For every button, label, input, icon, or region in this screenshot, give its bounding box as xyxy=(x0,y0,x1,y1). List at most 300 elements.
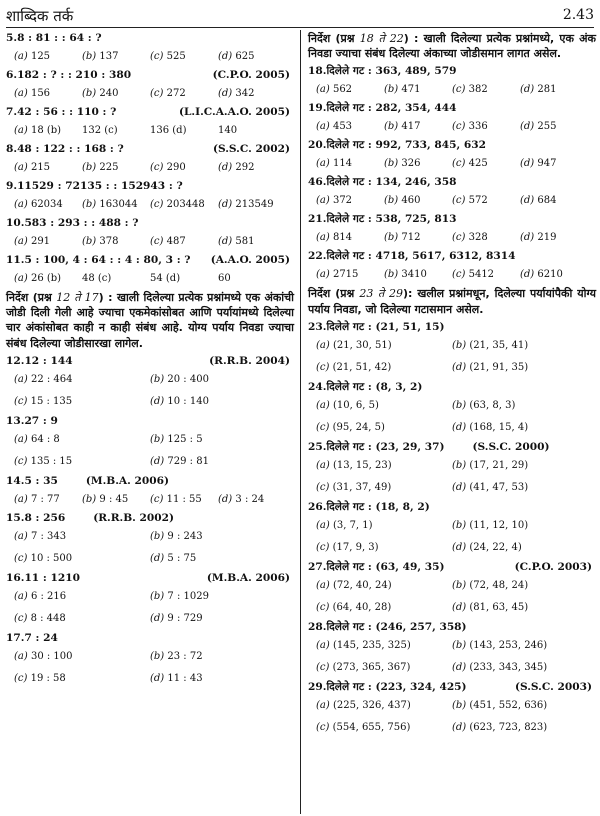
question-20 xyxy=(308,138,596,154)
option-b xyxy=(82,493,128,507)
option-b xyxy=(452,579,528,593)
option-value: (17, 21, 29) xyxy=(469,459,529,471)
option-label: (d) xyxy=(520,269,535,281)
question-11 xyxy=(6,253,294,269)
option-label: (a) xyxy=(14,650,28,662)
question-16 xyxy=(6,571,294,587)
option-value: (81, 63, 45) xyxy=(469,601,529,613)
option-a xyxy=(316,157,352,171)
question-number: 29. xyxy=(308,680,327,693)
option-value: 336 xyxy=(468,121,488,133)
option-label: (d) xyxy=(218,236,233,247)
option-b xyxy=(150,373,209,387)
directions-text: ): खलील प्रश्नांमधून, दिलेल्या पर्यायांपैकी योग्य पर्याय निवडा, जो दिलेल्या गटासमान असेल. xyxy=(308,287,597,316)
options xyxy=(6,158,294,179)
option-b xyxy=(82,235,119,249)
options xyxy=(308,265,596,286)
option-value: 10 : 140 xyxy=(167,395,209,407)
option-a xyxy=(316,83,352,97)
option-c xyxy=(14,455,72,469)
option-c xyxy=(316,721,410,735)
option-c xyxy=(150,198,205,212)
option-label: (c) xyxy=(150,88,164,99)
options xyxy=(308,154,596,175)
right-column xyxy=(308,31,596,740)
option-c xyxy=(150,87,186,101)
question-text: 8 : 81 : : 64 : ? xyxy=(17,32,102,44)
question-text: दिलेले गट : (223, 324, 425) xyxy=(326,680,467,693)
option-c xyxy=(316,661,410,675)
option-d xyxy=(452,361,528,375)
option-c xyxy=(14,395,72,409)
question-source: (L.I.C.A.A.O. 2005) xyxy=(178,106,290,118)
question-number: 28. xyxy=(308,620,327,633)
options xyxy=(308,396,596,440)
question-5 xyxy=(6,31,294,47)
option-a xyxy=(14,373,73,387)
option-label: (d) xyxy=(520,232,535,244)
question-text: दिलेले गट : 992, 733, 845, 632 xyxy=(326,139,487,152)
option-label: (b) xyxy=(452,579,467,591)
option-d xyxy=(150,552,196,566)
option-label: (c) xyxy=(452,269,466,281)
option-d xyxy=(218,235,255,249)
option-label: (c) xyxy=(14,552,28,564)
question-28 xyxy=(308,620,596,636)
option-label: (a) xyxy=(14,236,28,247)
option-label: (b) xyxy=(82,236,97,247)
option-value: 203448 xyxy=(166,199,205,210)
option-d xyxy=(218,493,264,507)
option-label: (a) xyxy=(14,433,28,445)
option-c xyxy=(150,50,186,64)
question-13 xyxy=(6,414,294,430)
option-label: (a) xyxy=(316,158,330,170)
options xyxy=(308,228,596,249)
option-c xyxy=(452,194,488,208)
option-label: (d) xyxy=(520,158,535,170)
options xyxy=(308,80,596,101)
question-number: 12. xyxy=(6,354,25,367)
option-value: 460 xyxy=(401,195,421,207)
option-a xyxy=(316,639,411,653)
option-label: (b) xyxy=(82,51,97,62)
option-label: (a) xyxy=(316,639,330,651)
option-c xyxy=(452,83,488,97)
options xyxy=(6,121,294,142)
option-value: 15 : 135 xyxy=(30,395,73,407)
option-label: (c) xyxy=(316,421,330,433)
question-text: 5 : 35 xyxy=(24,474,58,487)
option-label: (a) xyxy=(316,459,330,471)
option-value: 625 xyxy=(235,51,255,62)
option-b xyxy=(150,590,209,604)
option-c xyxy=(14,612,66,626)
question-text: दिलेले गट : (63, 49, 35) xyxy=(326,560,445,573)
option-label: (c) xyxy=(316,541,330,553)
question-number: 24. xyxy=(308,380,327,393)
question-source: (C.P.O. 2005) xyxy=(212,69,290,81)
question-number: 6. xyxy=(6,69,18,81)
option-c xyxy=(14,672,66,686)
option-label: (d) xyxy=(218,162,233,173)
option-label: (a) xyxy=(316,121,330,133)
options xyxy=(308,516,596,560)
question-number: 17. xyxy=(6,631,25,644)
options xyxy=(6,195,294,216)
option-value: (72, 48, 24) xyxy=(469,579,529,591)
option-value: 272 xyxy=(166,88,186,99)
question-source: (R.R.B. 2004) xyxy=(209,354,290,367)
option-value: 48 (c) xyxy=(82,273,112,284)
option-label: (d) xyxy=(520,195,535,207)
option-c xyxy=(452,231,488,245)
option-a xyxy=(316,519,373,533)
option-value: 60 xyxy=(218,273,231,284)
question-number: 11. xyxy=(6,254,25,266)
question-27 xyxy=(308,560,596,576)
option-c xyxy=(150,235,186,249)
option-label: (c) xyxy=(316,661,330,673)
question-source: (R.R.B. 2002) xyxy=(93,511,175,524)
option-value: 291 xyxy=(30,236,51,247)
option-a xyxy=(316,231,352,245)
option-label: (a) xyxy=(316,699,330,711)
option-value: 3 : 24 xyxy=(235,493,265,505)
option-value: 125 xyxy=(30,51,51,62)
option-value: (233, 343, 345) xyxy=(469,661,548,673)
option-label: (d) xyxy=(218,51,233,62)
option-value: (21, 51, 42) xyxy=(332,361,392,373)
question-number: 7. xyxy=(6,106,18,118)
option-value: 581 xyxy=(235,236,255,247)
option-label: (d) xyxy=(150,395,165,407)
option-value: (143, 253, 246) xyxy=(469,639,548,651)
option-d xyxy=(150,455,209,469)
options xyxy=(308,336,596,380)
option-value: (21, 35, 41) xyxy=(469,339,529,351)
option-value: 3410 xyxy=(401,269,427,281)
question-15 xyxy=(6,511,294,527)
option-label: (d) xyxy=(520,84,535,96)
question-number: 8. xyxy=(6,143,18,155)
option-label: (d) xyxy=(452,601,467,613)
option-value: 453 xyxy=(332,121,353,133)
option-value: 281 xyxy=(537,84,557,96)
question-text: दिलेले गट : (18, 8, 2) xyxy=(326,500,430,513)
option-value: (21, 91, 35) xyxy=(469,361,529,373)
option-value: 342 xyxy=(235,88,255,99)
question-14 xyxy=(6,474,294,490)
option-value: (13, 15, 23) xyxy=(332,459,392,471)
option-label: (c) xyxy=(150,51,164,62)
question-text: 583 : 293 : : 488 : ? xyxy=(24,217,139,229)
option-value: 9 : 729 xyxy=(167,612,203,624)
option-a xyxy=(316,399,379,413)
option-label: (c) xyxy=(316,361,330,373)
option-c xyxy=(150,272,180,286)
question-text: दिलेले गट : 134, 246, 358 xyxy=(326,176,457,189)
option-value: 225 xyxy=(99,162,119,173)
option-a xyxy=(14,198,63,212)
directions-paragraph xyxy=(6,290,294,351)
question-19 xyxy=(308,101,596,117)
option-value: (41, 47, 53) xyxy=(469,481,529,493)
option-a xyxy=(14,530,66,544)
option-value: (168, 15, 4) xyxy=(469,421,529,433)
option-label: (a) xyxy=(14,590,28,602)
question-8 xyxy=(6,142,294,158)
question-number: 19. xyxy=(308,102,327,115)
option-label: (c) xyxy=(316,721,330,733)
option-a xyxy=(316,699,411,713)
option-b xyxy=(82,198,138,212)
option-label: (a) xyxy=(14,493,28,505)
option-label: (c) xyxy=(14,395,28,407)
option-value: (95, 24, 5) xyxy=(332,421,385,433)
option-d xyxy=(520,157,557,171)
option-label: (b) xyxy=(384,158,399,170)
question-46 xyxy=(308,175,596,191)
option-value: 6 : 216 xyxy=(30,590,67,602)
option-c xyxy=(150,124,186,138)
option-value: (63, 8, 3) xyxy=(469,399,516,411)
option-d xyxy=(218,87,255,101)
option-value: 7 : 343 xyxy=(30,530,67,542)
directions-prefix: निर्देश (प्रश्न xyxy=(308,32,360,45)
option-label: (c) xyxy=(452,232,466,244)
option-b xyxy=(82,161,119,175)
option-value: (623, 723, 823) xyxy=(469,721,548,733)
options xyxy=(6,47,294,68)
question-number: 46. xyxy=(308,176,327,189)
option-label: (b) xyxy=(150,530,165,542)
question-number: 26. xyxy=(308,500,327,513)
options xyxy=(6,430,294,474)
option-b xyxy=(452,459,528,473)
question-18 xyxy=(308,64,596,80)
option-value: 525 xyxy=(166,51,186,62)
option-value: 947 xyxy=(537,158,557,170)
option-c xyxy=(316,541,379,555)
option-label: (b) xyxy=(384,269,399,281)
options xyxy=(6,84,294,105)
option-label: (a) xyxy=(14,530,28,542)
question-12 xyxy=(6,354,294,370)
option-value: (273, 365, 367) xyxy=(332,661,411,673)
option-label: (c) xyxy=(452,84,466,96)
option-value: 219 xyxy=(537,232,557,244)
option-label: (d) xyxy=(452,541,467,553)
question-text: दिलेले गट : 363, 489, 579 xyxy=(326,65,457,78)
question-6 xyxy=(6,68,294,84)
option-b xyxy=(452,699,547,713)
question-text: 12 : 144 xyxy=(24,354,73,367)
option-label: (b) xyxy=(150,590,165,602)
option-value: (72, 40, 24) xyxy=(332,579,392,591)
option-value: 5 : 75 xyxy=(167,552,197,564)
option-value: 9 : 45 xyxy=(99,493,129,505)
option-label: (a) xyxy=(14,51,28,62)
option-label: (d) xyxy=(150,552,165,564)
question-number: 5. xyxy=(6,32,18,44)
option-value: (10, 6, 5) xyxy=(332,399,379,411)
question-number: 27. xyxy=(308,560,327,573)
options xyxy=(6,527,294,571)
options xyxy=(308,117,596,138)
option-d xyxy=(218,124,237,138)
option-value: (24, 22, 4) xyxy=(469,541,522,553)
option-value: 11 : 43 xyxy=(167,672,203,684)
page-header xyxy=(6,4,594,26)
options xyxy=(6,647,294,691)
option-value: 7 : 77 xyxy=(30,493,60,505)
option-value: 290 xyxy=(166,162,186,173)
question-text: 27 : 9 xyxy=(24,414,58,427)
option-d xyxy=(452,421,528,435)
option-a xyxy=(14,124,61,138)
option-c xyxy=(150,493,202,507)
option-label: (d) xyxy=(452,421,467,433)
question-text: दिलेले गट : 4718, 5617, 6312, 8314 xyxy=(326,250,516,263)
option-d xyxy=(520,83,557,97)
option-label: (a) xyxy=(316,195,330,207)
question-9 xyxy=(6,179,294,195)
option-c xyxy=(316,421,385,435)
question-number: 18. xyxy=(308,65,327,78)
option-d xyxy=(218,198,274,212)
option-b xyxy=(82,87,119,101)
option-value: (64, 40, 28) xyxy=(332,601,392,613)
question-source: (C.P.O. 2003) xyxy=(514,560,592,573)
option-d xyxy=(218,50,255,64)
option-b xyxy=(384,194,421,208)
options xyxy=(308,576,596,620)
option-a xyxy=(14,272,61,286)
option-d xyxy=(452,541,522,555)
option-b xyxy=(150,433,203,447)
question-number: 25. xyxy=(308,440,327,453)
option-b xyxy=(384,120,421,134)
option-value: 64 : 8 xyxy=(30,433,60,445)
option-a xyxy=(14,650,73,664)
option-label: (b) xyxy=(384,195,399,207)
option-value: 125 : 5 xyxy=(167,433,203,445)
option-label: (d) xyxy=(520,121,535,133)
option-c xyxy=(150,161,186,175)
option-label: (b) xyxy=(82,199,97,210)
question-text: 48 : 122 : : 168 : ? xyxy=(17,143,124,155)
option-b xyxy=(452,399,515,413)
option-value: (21, 30, 51) xyxy=(332,339,392,351)
option-value: 23 : 72 xyxy=(167,650,203,662)
option-value: 255 xyxy=(537,121,557,133)
question-source: (M.B.A. 2006) xyxy=(85,474,170,487)
option-d xyxy=(452,661,547,675)
option-label: (c) xyxy=(316,481,330,493)
option-label: (d) xyxy=(218,199,233,210)
question-text: 5 : 100, 4 : 64 : : 4 : 80, 3 : ? xyxy=(24,254,191,266)
question-source: (A.A.O. 2005) xyxy=(210,254,290,266)
option-b xyxy=(150,650,203,664)
option-b xyxy=(384,231,421,245)
option-b xyxy=(452,639,547,653)
option-b xyxy=(452,339,528,353)
option-a xyxy=(14,235,50,249)
option-c xyxy=(316,601,391,615)
option-value: 54 (d) xyxy=(150,273,181,284)
option-value: (3, 7, 1) xyxy=(332,519,373,531)
question-text: 11 : 1210 xyxy=(24,571,80,584)
option-value: (17, 9, 3) xyxy=(332,541,379,553)
question-number: 20. xyxy=(308,139,327,152)
option-value: 2715 xyxy=(332,269,359,281)
option-d xyxy=(452,721,547,735)
options xyxy=(6,232,294,253)
question-number: 14. xyxy=(6,474,25,487)
option-label: (b) xyxy=(452,339,467,351)
question-number: 10. xyxy=(6,217,25,229)
option-value: 9 : 243 xyxy=(167,530,203,542)
option-value: 163044 xyxy=(99,199,138,210)
option-a xyxy=(14,493,60,507)
option-label: (d) xyxy=(452,361,467,373)
question-number: 13. xyxy=(6,414,25,427)
directions-range: 18 ते 22 xyxy=(359,32,404,45)
option-label: (d) xyxy=(150,455,165,467)
option-label: (b) xyxy=(384,84,399,96)
option-value: 372 xyxy=(332,195,353,207)
option-a xyxy=(316,579,392,593)
option-label: (c) xyxy=(150,236,164,247)
question-number: 16. xyxy=(6,571,25,584)
question-7 xyxy=(6,105,294,121)
directions-text: ) : खाली दिलेल्या प्रत्येक प्रश्नांमध्ये, एक अंक निवडा ज्याचा संबंध दिलेल्या अंकाच्या जोडीसमान लागत असेल. xyxy=(308,32,596,61)
options xyxy=(308,456,596,500)
option-value: (31, 37, 49) xyxy=(332,481,392,493)
directions-prefix: निर्देश (प्रश्न xyxy=(6,291,57,304)
option-label: (c) xyxy=(150,162,164,173)
options xyxy=(308,696,596,740)
question-26 xyxy=(308,500,596,516)
option-value: 417 xyxy=(401,121,421,133)
option-b xyxy=(384,83,421,97)
option-label: (c) xyxy=(316,601,330,613)
option-label: (a) xyxy=(316,232,330,244)
option-value: 132 (c) xyxy=(82,125,118,136)
option-b xyxy=(452,519,528,533)
option-value: 213549 xyxy=(235,199,274,210)
option-value: 378 xyxy=(99,236,119,247)
option-value: (451, 552, 636) xyxy=(469,699,548,711)
option-label: (b) xyxy=(150,373,165,385)
question-text: दिलेले गट : (8, 3, 2) xyxy=(326,380,423,393)
option-value: 11 : 55 xyxy=(166,493,202,505)
left-column xyxy=(6,31,294,691)
option-d xyxy=(150,612,203,626)
question-source: (M.B.A. 2006) xyxy=(206,571,290,584)
question-text: दिलेले गट : (23, 29, 37) xyxy=(326,440,445,453)
option-label: (a) xyxy=(316,269,330,281)
option-label: (c) xyxy=(150,493,164,505)
question-29 xyxy=(308,680,596,696)
question-number: 15. xyxy=(6,511,25,524)
option-value: 140 xyxy=(218,125,238,136)
options xyxy=(6,490,294,511)
question-number: 23. xyxy=(308,320,327,333)
option-value: 215 xyxy=(30,162,51,173)
question-number: 9. xyxy=(6,180,18,192)
